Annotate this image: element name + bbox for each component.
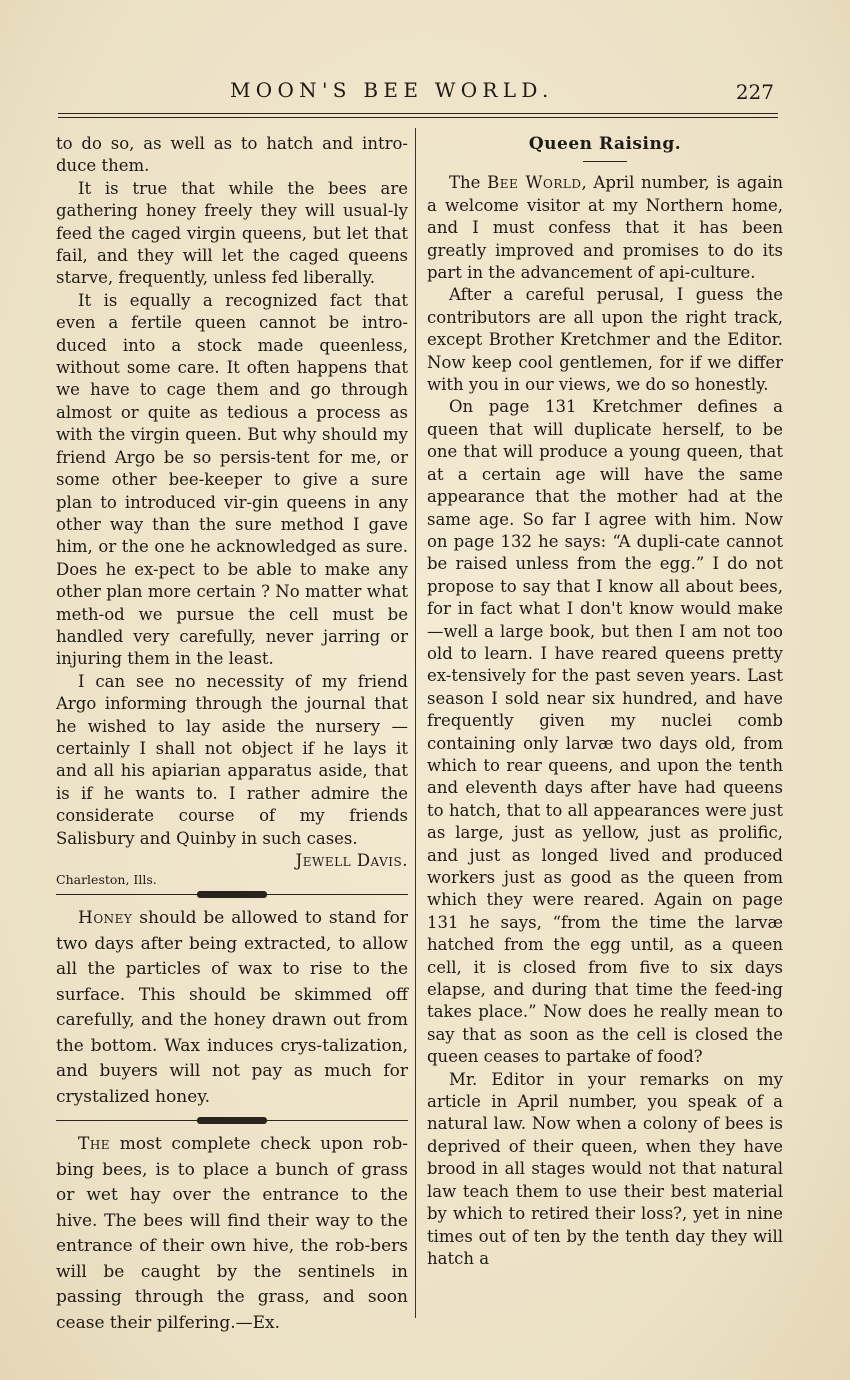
journal-title: MOON'S BEE WORLD.	[230, 78, 554, 102]
title-rule	[583, 161, 627, 162]
journal-name: Bee World	[487, 173, 582, 193]
honey-note	[56, 906, 408, 1110]
column-divider	[415, 128, 416, 1318]
honey-note-text	[56, 906, 408, 1110]
honey-note-lead: Honey	[78, 908, 133, 929]
paragraph: I can see no necessity of my friend Argo informing through the journal that he wished to lay aside the nursery —certainly I shall not object if he lays it and all his apiarian apparatus aside, that is if he wants to. I rather admire the considerate course of my friends Salisbury and Quinby in such cases.	[56, 671, 408, 848]
robbing-note-lead: The	[78, 1134, 111, 1155]
paragraph: After a careful perusal, I guess the contributors are all upon the right track, except Brother Kretchmer and the Editor. Now keep cool gentlemen, for if we differ with you in our views, we do so honestly.	[427, 285, 783, 395]
first-paragraph-start: The	[449, 173, 488, 193]
running-head	[0, 72, 850, 112]
paragraph: On page 131 Kretchmer defines a queen that will duplicate herself, to be one that will produce a young queen, that at a certain age will have the same appearance that the mother had at the same age. So far I agree with him. Now on page 132 he says: “A dupli-cate cannot be raised unless from the egg.” I do not propose to say that I know all about bees, for in fact what I don't know would make—well a large book, but then I am not too old to learn. I have reared queens pretty ex-tensively for the past seven years. Last season I sold near six hundred, and have frequently given my nuclei comb containing only larvæ two days old, from which to rear queens, and upon the tenth and eleventh days after have had queens to hatch, that to all appearances were just as large, just as yellow, just as prolific, and just as longed lived and produced workers just as good as the queen from which they were reared. Again on page 131 he says, “from the time the larvæ hatched from the egg until, as a queen cell, it is closed from five to six days elapse, and during that time the feed-ing takes place.” Now does he really mean to say that as soon as the cell is closed the queen ceases to partake of food?	[427, 397, 783, 1067]
robbing-note-text	[56, 1132, 408, 1336]
paragraph: Mr. Editor in your remarks on my article in April number, you speak of a natural law. Now when a colony of bees is deprived of their queen, when they have brood in all stages would not that natural law teach them to use their best material by which to retired their loss?, yet in nine times out of ten by the tenth day they will hatch a	[427, 1069, 783, 1268]
author-location: Charleston, Ills.	[56, 872, 157, 888]
header-rule-thin	[58, 117, 778, 118]
robbing-note-body: most complete check upon rob-bing bees, is to place a bunch of grass or wet hay over the entrance to the hive. The bees will find their way to the entrance of their own hive, the rob-bers will be caught by the sentinels in passing through the grass, and soon cease their pilfering.—Ex.	[56, 1134, 408, 1333]
ornamental-rule	[56, 890, 408, 900]
robbing-note	[56, 1132, 408, 1336]
left-column	[56, 133, 408, 1342]
honey-note-body: should be allowed to stand for two days after being extracted, to allow all the particles of wax to rise to the surface. This should be skimmed off carefully, and the honey drawn out from the bottom. Wax induces crys-talization, and buyers will not pay as much for crystalized honey.	[56, 908, 408, 1107]
page-number: 227	[735, 80, 774, 104]
right-column	[427, 133, 783, 1270]
first-paragraph-rest: , April number, is again a welcome visitor at my Northern home, and I must confess that it has been greatly improved and promises to do its part in the advancement of api-culture.	[427, 173, 783, 283]
paragraph: It is equally a recognized fact that even a fertile queen cannot be intro-duced into a stock made queenless, without some care. It often happens that we have to cage them and go through almost or quite as tedious a process as with the virgin queen. But why should my friend Argo be so persis-tent for me, or some other bee-keeper to give a sure plan to introduced vir-gin queens in any other way than the sure method I gave him, or the one he acknowledged as sure. Does he ex-pect to be able to make any other plan more certain ? No matter what meth-od we pursue the cell must be handled very carefully, never jarring or injuring them in the least.	[56, 290, 408, 669]
paragraph: to do so, as well as to hatch and intro-duce them.	[56, 134, 408, 176]
paragraph	[427, 172, 783, 284]
article-title: Queen Raising.	[528, 134, 682, 154]
paragraph: It is true that while the bees are gathering honey freely they will usual-ly feed the caged virgin queens, but let that fail, and they will let the caged queens starve, frequently, unless fed liberally.	[56, 178, 408, 288]
ornamental-rule	[56, 1116, 408, 1126]
header-rule	[58, 113, 778, 114]
author-signature: Jewell Davis.	[295, 851, 408, 870]
